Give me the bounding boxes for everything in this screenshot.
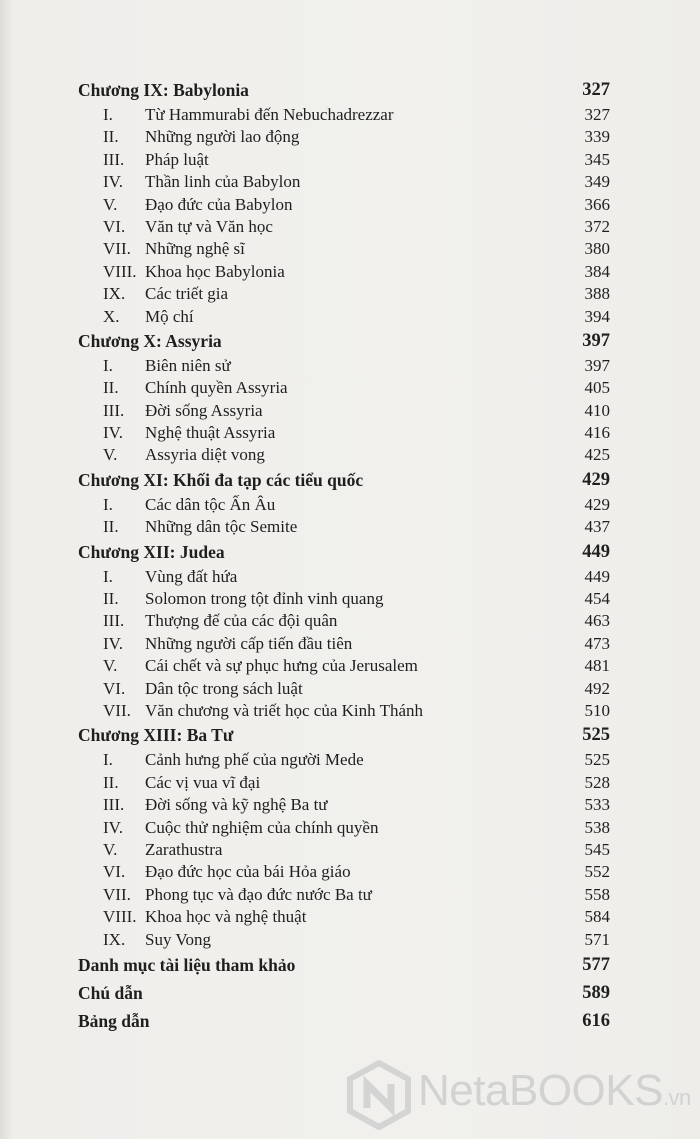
toc-chapter-heading	[78, 80, 610, 105]
toc-entry-title: Cuộc thử nghiệm của chính quyền	[145, 817, 379, 837]
toc-entry-number: I.	[103, 566, 113, 586]
toc-entry-title: Văn tự và Văn học	[145, 216, 273, 236]
toc-entry-row	[78, 773, 610, 795]
toc-entry-title: Văn chương và triết học của Kinh Thánh	[145, 700, 424, 720]
toc-entry-row	[78, 217, 610, 239]
toc-entry-row	[78, 495, 610, 517]
toc-entry-row	[78, 818, 610, 840]
toc-entry-title: Cảnh hưng phế của người Mede	[145, 750, 364, 770]
toc-entry-number: VII.	[103, 239, 131, 259]
toc-entry-row	[78, 589, 610, 611]
toc-entry-title: Pháp luật	[145, 149, 209, 169]
page-number: 449	[584, 566, 610, 586]
toc-entry-row	[78, 885, 610, 907]
toc-entry-number: X.	[103, 306, 120, 326]
page-number: 454	[584, 589, 610, 609]
toc-entry-number: I.	[103, 750, 113, 770]
toc-entry-row	[78, 356, 610, 378]
page-number: 545	[584, 839, 610, 859]
toc-entry-title: Zarathustra	[145, 839, 223, 859]
page-number: 349	[584, 172, 610, 192]
page-number: 528	[584, 772, 610, 792]
toc-entry-title: Suy Vong	[145, 929, 211, 949]
page-number: 425	[584, 445, 610, 465]
toc-entry-number: II.	[103, 517, 119, 537]
toc-entry-title: Solomon trong tột đỉnh vinh quang	[145, 589, 384, 609]
toc-entry-title: Những người lao động	[145, 127, 300, 147]
toc-entry-number: I.	[103, 355, 113, 375]
toc-entry-title: Từ Hammurabi đến Nebuchadrezzar	[145, 105, 394, 124]
page-number: 339	[584, 127, 610, 147]
toc-entry-title: Khoa học và nghệ thuật	[145, 907, 307, 927]
toc-entry-title: Những nghệ sĩ	[145, 239, 245, 259]
toc-entry-row	[78, 262, 610, 284]
toc-entry-row	[78, 284, 610, 306]
page-number: 394	[584, 306, 610, 326]
page-number: 388	[584, 284, 610, 304]
toc-entry-number: VIII.	[103, 907, 137, 927]
toc-back-matter-row	[78, 1011, 610, 1036]
toc-entry-row	[78, 701, 610, 723]
page-number: 327	[584, 105, 610, 124]
page-number: 405	[584, 378, 610, 398]
toc-entry-number: VIII.	[103, 261, 137, 281]
toc-entry-row	[78, 907, 610, 929]
watermark-text: NetaBOOKS.vn	[418, 1066, 691, 1115]
page-number: 327	[582, 80, 610, 100]
page-number: 463	[584, 611, 610, 631]
toc-entry-row	[78, 195, 610, 217]
netabooks-logo-icon	[346, 1060, 412, 1130]
page-number: 552	[584, 862, 610, 882]
toc-entry-row	[78, 611, 610, 633]
toc-chapter-heading	[78, 470, 610, 495]
toc-entry-row	[78, 445, 610, 467]
page-number: 384	[584, 261, 610, 281]
toc-entry-number: IV.	[103, 423, 123, 443]
toc-entry-number: II.	[103, 378, 119, 398]
toc-entry-title: Chú dẫn	[78, 982, 143, 1003]
toc-entry-row	[78, 840, 610, 862]
chapter-title: Chương XI: Khối đa tạp các tiểu quốc	[78, 469, 364, 490]
toc-entry-title: Phong tục và đạo đức nước Ba tư	[145, 884, 372, 904]
toc-entry-number: II.	[103, 127, 119, 147]
toc-entry-number: I.	[103, 494, 113, 514]
toc-entry-title: Vùng đất hứa	[145, 566, 238, 586]
toc-entry-row	[78, 307, 610, 329]
page-number: 533	[584, 795, 610, 815]
toc-entry-title: Các triết gia	[145, 284, 229, 304]
toc-entry-number: V.	[103, 656, 118, 676]
page-number: 449	[582, 541, 610, 562]
toc-entry-number: III.	[103, 400, 125, 420]
toc-entry-row	[78, 679, 610, 701]
toc-entry-title: Biên niên sử	[145, 355, 231, 375]
toc-entry-number: IV.	[103, 817, 123, 837]
page-number: 558	[584, 884, 610, 904]
toc-entry-number: VI.	[103, 862, 126, 882]
toc-chapter-heading	[78, 331, 610, 356]
toc-entry-number: I.	[103, 105, 113, 124]
page-number: 372	[584, 216, 610, 236]
page-number: 492	[584, 678, 610, 698]
toc-entry-number: VI.	[103, 216, 126, 236]
page-number: 397	[584, 355, 610, 375]
toc-entry-number: III.	[103, 611, 125, 631]
toc-entry-row	[78, 517, 610, 539]
page-number: 380	[584, 239, 610, 259]
chapter-title: Chương IX: Babylonia	[78, 80, 249, 100]
toc-entry-title: Mộ chí	[145, 306, 194, 326]
toc-entry-row	[78, 567, 610, 589]
toc-entry-number: IV.	[103, 633, 123, 653]
chapter-title: Chương XIII: Ba Tư	[78, 725, 234, 746]
page-number: 429	[584, 494, 610, 514]
toc-entry-title: Nghệ thuật Assyria	[145, 423, 276, 443]
toc-entry-title: Những người cấp tiến đầu tiên	[145, 633, 353, 653]
toc-back-matter-row	[78, 955, 610, 980]
toc-entry-title: Chính quyền Assyria	[145, 378, 288, 398]
toc-chapter-heading	[78, 542, 610, 567]
toc-entry-number: III.	[103, 149, 125, 169]
page-number: 416	[584, 423, 610, 443]
toc-entry-row	[78, 862, 610, 884]
toc-entry-row	[78, 378, 610, 400]
toc-entry-number: III.	[103, 795, 125, 815]
toc-entry-title: Thượng đế của các đội quân	[145, 611, 338, 631]
page-number: 410	[584, 400, 610, 420]
toc-entry-number: IV.	[103, 172, 123, 192]
page-number: 397	[582, 330, 610, 351]
toc-entry-number: V.	[103, 445, 118, 465]
page-number: 429	[582, 469, 610, 490]
toc-entry-title: Cái chết và sự phục hưng của Jerusalem	[145, 656, 418, 676]
toc-entry-title: Khoa học Babylonia	[145, 261, 285, 281]
toc-entry-number: VI.	[103, 678, 126, 698]
toc-entry-row	[78, 423, 610, 445]
toc-entry-title: Đời sống và kỹ nghệ Ba tư	[145, 795, 328, 815]
toc-entry-number: IX.	[103, 284, 126, 304]
toc-entry-title: Đời sống Assyria	[145, 400, 263, 420]
toc-entry-title: Những dân tộc Semite	[145, 517, 298, 537]
toc-entry-title: Các vị vua vĩ đại	[145, 772, 261, 792]
toc-chapter-heading	[78, 725, 610, 750]
toc-entry-title: Các dân tộc Ấn Âu	[145, 494, 276, 514]
toc-entry-title: Đạo đức học của bái Hỏa giáo	[145, 862, 351, 882]
toc-entry-row	[78, 634, 610, 656]
page-number: 589	[582, 982, 610, 1003]
toc-entry-title: Assyria diệt vong	[145, 445, 265, 465]
toc-entry-row	[78, 239, 610, 261]
page-number: 577	[582, 954, 610, 975]
page-number: 345	[584, 149, 610, 169]
toc-entry-number: II.	[103, 589, 119, 609]
page-number: 481	[584, 656, 610, 676]
toc-entry-number: II.	[103, 772, 119, 792]
page-number: 525	[582, 725, 610, 746]
toc-entry-row	[78, 401, 610, 423]
page-number: 616	[582, 1010, 610, 1031]
page-number: 366	[584, 194, 610, 214]
netabooks-watermark	[346, 1060, 691, 1130]
table-of-contents	[78, 80, 610, 1036]
toc-entry-row	[78, 172, 610, 194]
page-number: 538	[584, 817, 610, 837]
page-number: 473	[584, 633, 610, 653]
page-number: 571	[584, 929, 610, 949]
toc-entry-row	[78, 656, 610, 678]
toc-entry-title: Thần linh của Babylon	[145, 172, 301, 192]
toc-entry-number: V.	[103, 194, 118, 214]
toc-entry-row	[78, 750, 610, 772]
page-number: 525	[584, 750, 610, 770]
toc-entry-row	[78, 105, 610, 127]
toc-entry-title: Đạo đức của Babylon	[145, 194, 293, 214]
page-number: 437	[584, 517, 610, 537]
page-number: 584	[584, 907, 610, 927]
toc-entry-number: V.	[103, 839, 118, 859]
toc-entry-row	[78, 930, 610, 952]
toc-entry-title: Bảng dẫn	[78, 1010, 150, 1031]
toc-entry-title: Danh mục tài liệu tham khảo	[78, 954, 296, 975]
toc-entry-number: VII.	[103, 884, 131, 904]
toc-entry-title: Dân tộc trong sách luật	[145, 678, 303, 698]
toc-entry-number: IX.	[103, 929, 126, 949]
page-number: 510	[584, 700, 610, 720]
toc-back-matter-row	[78, 983, 610, 1008]
toc-entry-row	[78, 795, 610, 817]
chapter-title: Chương XII: Judea	[78, 541, 225, 562]
toc-entry-row	[78, 150, 610, 172]
chapter-title: Chương X: Assyria	[78, 330, 222, 351]
toc-entry-row	[78, 127, 610, 149]
toc-entry-number: VII.	[103, 700, 131, 720]
